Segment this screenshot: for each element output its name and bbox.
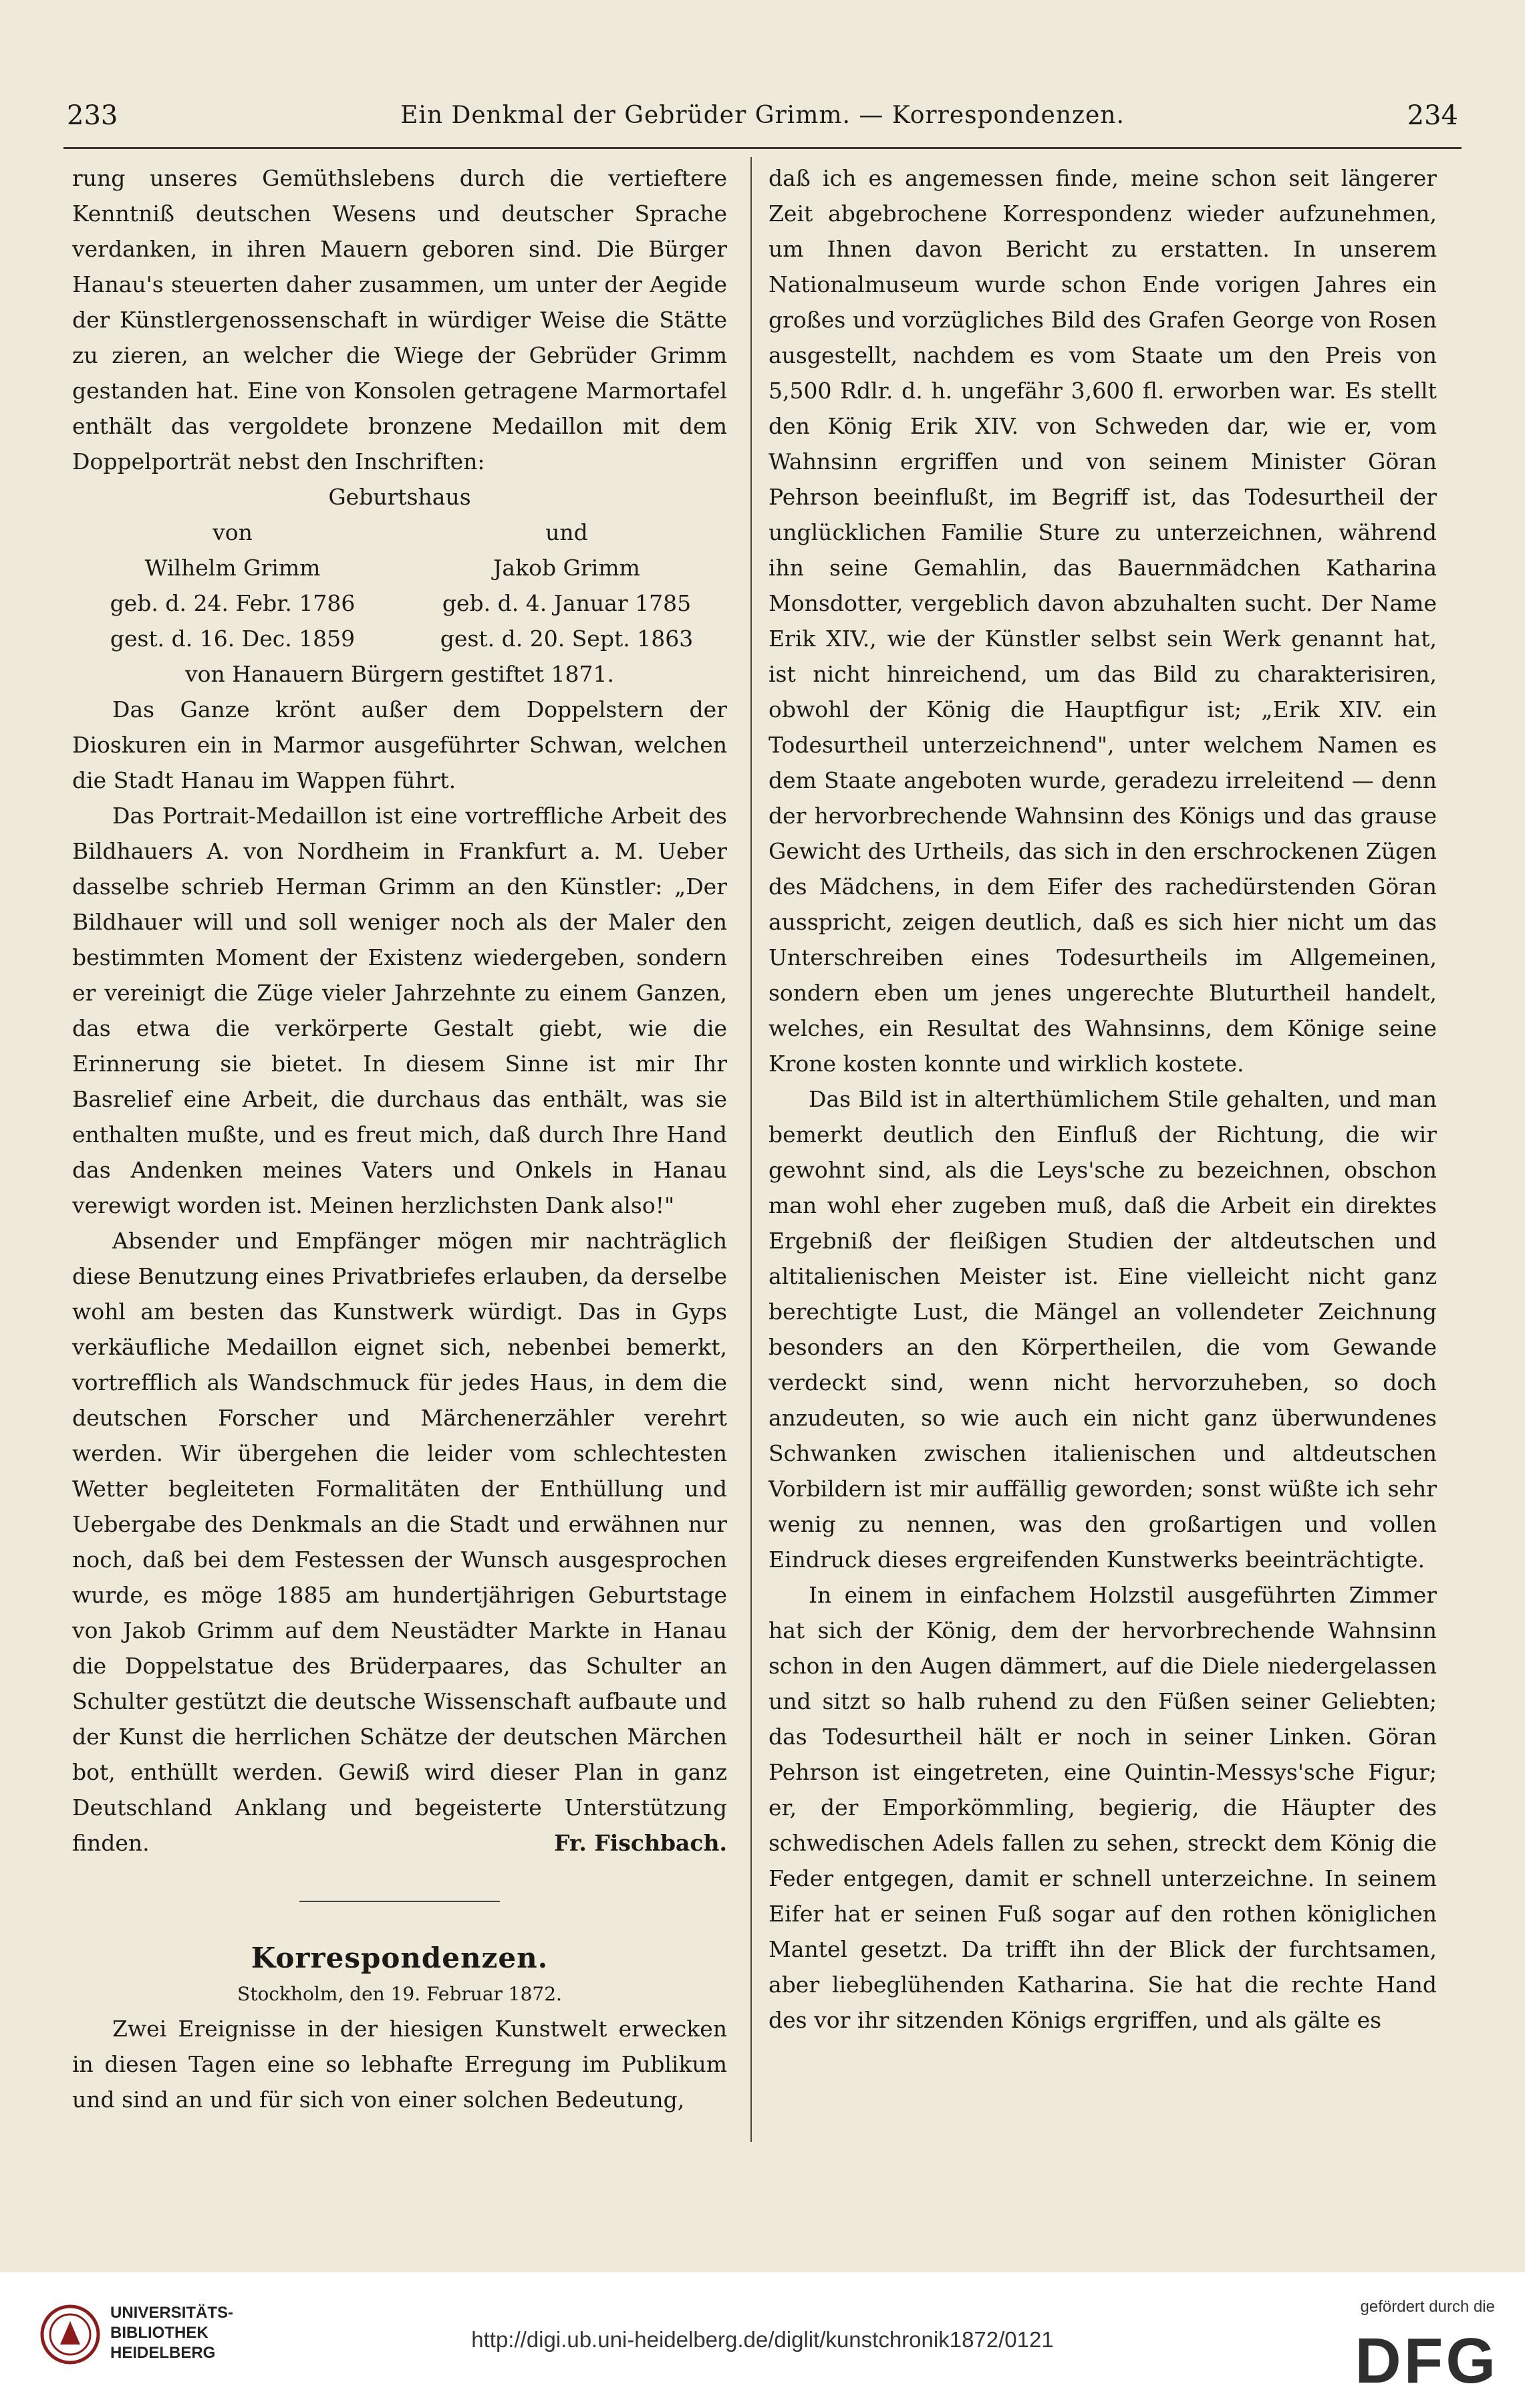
digitization-footer [0, 2272, 1525, 2408]
section-separator [299, 1901, 500, 1902]
paragraph: daß ich es angemessen finde, meine schon seit längerer Zeit abgebrochene Korrespondenz wieder aufzunehmen, um Ihnen davon Bericht zu erstatten. In unserem Nationalmuseum wurde schon Ende vorigen Jahres ein großes und vorzügliches Bild des Grafen George von Rosen ausgestellt, nachdem es vom Staate um den Preis von 5,500 Rdlr. d. h. ungefähr 3,600 fl. erworben war. Es stellt den König Erik XIV. von Schweden dar, wie er, vom Wahnsinn ergriffen und von seinem Minister Göran Pehrson beeinflußt, im Begriff ist, das Todesurtheil der unglücklichen Familie Sture zu unterzeichnen, während ihn seine Gemahlin, das Bauernmädchen Katharina Monsdotter, vergeblich davon abzuhalten sucht. Der Name Erik XIV., wie der Künstler selbst sein Werk genannt hat, ist nicht hinreichend, um das Bild zu charakterisiren, obwohl der König die Hauptfigur ist; „Erik XIV. ein Todesurtheil unterzeichnend", unter welchem Namen es dem Staate angeboten wurde, geradezu irreleitend — denn der hervorbrechende Wahnsinn des Königs und das grause Gewicht des Urtheils, das sich in den erschrockenen Zügen des Mädchens, in dem Eifer des rachedürstenden Göran ausspricht, zeigen deutlich, daß es sich hier nicht um das Unterschreiben eines Todesurtheils im Allgemeinen, sondern eben um jenes ungerechte Bluturtheil handelt, welches, ein Resultat des Wahnsinns, dem Könige seine Krone kosten konnte und wirklich kostete. [769, 165, 1437, 1077]
author-signature: Fr. Fischbach. [554, 1830, 727, 1856]
funding-note: gefördert durch die [1360, 2298, 1495, 2316]
inscription-died-jakob: gest. d. 20. Sept. 1863 [440, 626, 694, 652]
paragraph: rung unseres Gemüthslebens durch die vertieftere Kenntniß deutschen Wesens und deutscher Sprache verdanken, in ihren Mauern geboren sind. Die Bürger Hanau's steuerten daher zusammen, um unter der Aegide der Künstlergenossenschaft in würdiger Weise die Stätte zu zieren, an welcher die Wiege der Gebrüder Grimm gestanden hat. Eine von Konsolen getragene Marmortafel enthält das vergoldete bronzene Medaillon mit dem Doppelporträt nebst den Inschriften: [72, 165, 727, 475]
dateline: Stockholm, den 19. Februar 1872. [237, 1983, 562, 2005]
running-title: Ein Denkmal der Gebrüder Grimm. — Korrespondenzen. [400, 102, 1125, 129]
paragraph: Das Portrait-Medaillon ist eine vortreffliche Arbeit des Bildhauers A. von Nordheim in Frankfurt a. M. Ueber dasselbe schrieb Herman Grimm an den Künstler: „Der Bildhauer will und soll weniger noch als der Maler den bestimmten Moment der Existenz wiedergeben, sondern er vereinigt die Züge vieler Jahrzehnte zu einem Ganzen, das etwa die verkörperte Gestalt giebt, wie die Erinnerung sie bietet. In diesem Sinne ist mir Ihr Basrelief eine Arbeit, die durchaus das enthält, was sie enthalten mußte, und es freut mich, daß durch Ihre Hand das Andenken meines Vaters und Onkels in Hanau verewigt worden ist. Meinen herzlichsten Dank also!" [72, 803, 727, 1218]
inscription-von: von [213, 519, 253, 545]
inscription-name-wilhelm: Wilhelm Grimm [144, 555, 321, 581]
right-column [769, 160, 1437, 2038]
paragraph: Das Ganze krönt außer dem Doppelstern der Dioskuren ein in Marmor ausgeführter Schwan, welchen die Stadt Hanau im Wappen führt. [72, 696, 727, 793]
inscription-born-jakob: geb. d. 4. Januar 1785 [442, 590, 692, 616]
running-header [60, 100, 1465, 140]
paragraph: Das Bild ist in alterthümlichem Stile gehalten, und man bemerkt deutlich den Einfluß der Richtung, die wir gewohnt sind, als die Leys'sche zu bezeichnen, obschon man wohl eher zugeben muß, daß die Arbeit ein direktes Ergebniß der fleißigen Studien der altdeutschen und altitalienischen Meister ist. Eine vielleicht nicht ganz berechtigte Lust, die Mängel an vollendeter Zeichnung besonders an den Körpertheilen, die vom Gewande verdeckt sind, wenn nicht hervorzuheben, so doch anzudeuten, so wie auch ein nicht ganz überwundenes Schwanken zwischen italienischen und altdeutschen Vorbildern ist mir auffällig geworden; sonst wüßte ich sehr wenig zu nennen, was den großartigen und vollen Eindruck dieses ergreifenden Kunstwerks beeinträchtigte. [769, 1086, 1437, 1573]
inscription-name-jakob: Jakob Grimm [493, 555, 640, 581]
inscription-died-wilhelm: gest. d. 16. Dec. 1859 [110, 626, 356, 652]
header-rule [63, 147, 1462, 149]
inscription-heading: Geburtshaus [328, 484, 471, 510]
page-number-left: 233 [67, 100, 118, 131]
section-title: Korrespondenzen. [251, 1942, 549, 1974]
page-number-right: 234 [1407, 100, 1458, 131]
inscription-born-wilhelm: geb. d. 24. Febr. 1786 [110, 590, 356, 616]
paragraph: In einem in einfachem Holzstil ausgeführten Zimmer hat sich der König, dem der hervorbrechende Wahnsinn schon in den Augen dämmert, auf die Diele niedergelassen und sitzt so halb ruhend zu den Füßen seiner Geliebten; das Todesurtheil hält er noch in seiner Linken. Göran Pehrson ist eingetreten, eine Quintin-Messys'sche Figur; er, der Emporkömmling, begierig, die Häupter des schwedischen Adels fallen zu sehen, streckt dem König die Feder entgegen, damit er schnell unterzeichne. In seinem Eifer hat er seinen Fuß sogar auf den rothen königlichen Mantel gesetzt. Da trifft ihn der Blick der furchtsamen, aber liebeglühenden Katharina. Sie hat die rechte Hand des vor ihr sitzenden Königs ergriffen, und als gälte es [769, 1582, 1437, 2033]
paragraph: Zwei Ereignisse in der hiesigen Kunstwelt erwecken in diesen Tagen eine so lebhafte Erregung im Publikum und sind an und für sich von einer solchen Bedeutung, [72, 2016, 727, 2113]
source-url-link[interactable]: http://digi.ub.uni-heidelberg.de/diglit/kunstchronik1872/0121 [471, 2327, 1054, 2352]
paragraph: Absender und Empfänger mögen mir nachträglich diese Benutzung eines Privatbriefes erlauben, da derselbe wohl am besten das Kunstwerk würdigt. Das in Gyps verkäufliche Medaillon eignet sich, nebenbei bemerkt, vortrefflich als Wandschmuck für jedes Haus, in dem die deutschen Forscher und Märchenerzähler verehrt werden. Wir übergehen die leider vom schlechtesten Wetter begleiteten Formalitäten der Enthüllung und Uebergabe des Denkmals an die Stadt und erwähnen nur noch, daß bei dem Festessen der Wunsch ausgesprochen wurde, es möge 1885 am hundertjährigen Geburtstage von Jakob Grimm auf dem Neustädter Markte in Hanau die Doppelstatue des Brüderpaares, das Schulter an Schulter gestützt die deutsche Wissenschaft aufbaute und der Kunst die herrlichen Schätze der deutschen Märchen bot, enthüllt werden. Gewiß wird dieser Plan in ganz Deutschland Anklang und begeisterte Unterstützung finden. [72, 1228, 727, 1856]
library-name: UNIVERSITÄTS- BIBLIOTHEK HEIDELBERG [110, 2304, 234, 2362]
inscription [72, 479, 727, 692]
left-column [72, 160, 727, 2117]
dfg-logo: DFG [1355, 2325, 1498, 2397]
inscription-founded: von Hanauern Bürgern gestiftet 1871. [184, 661, 615, 687]
column-divider [750, 157, 752, 2142]
inscription-und: und [545, 519, 588, 545]
